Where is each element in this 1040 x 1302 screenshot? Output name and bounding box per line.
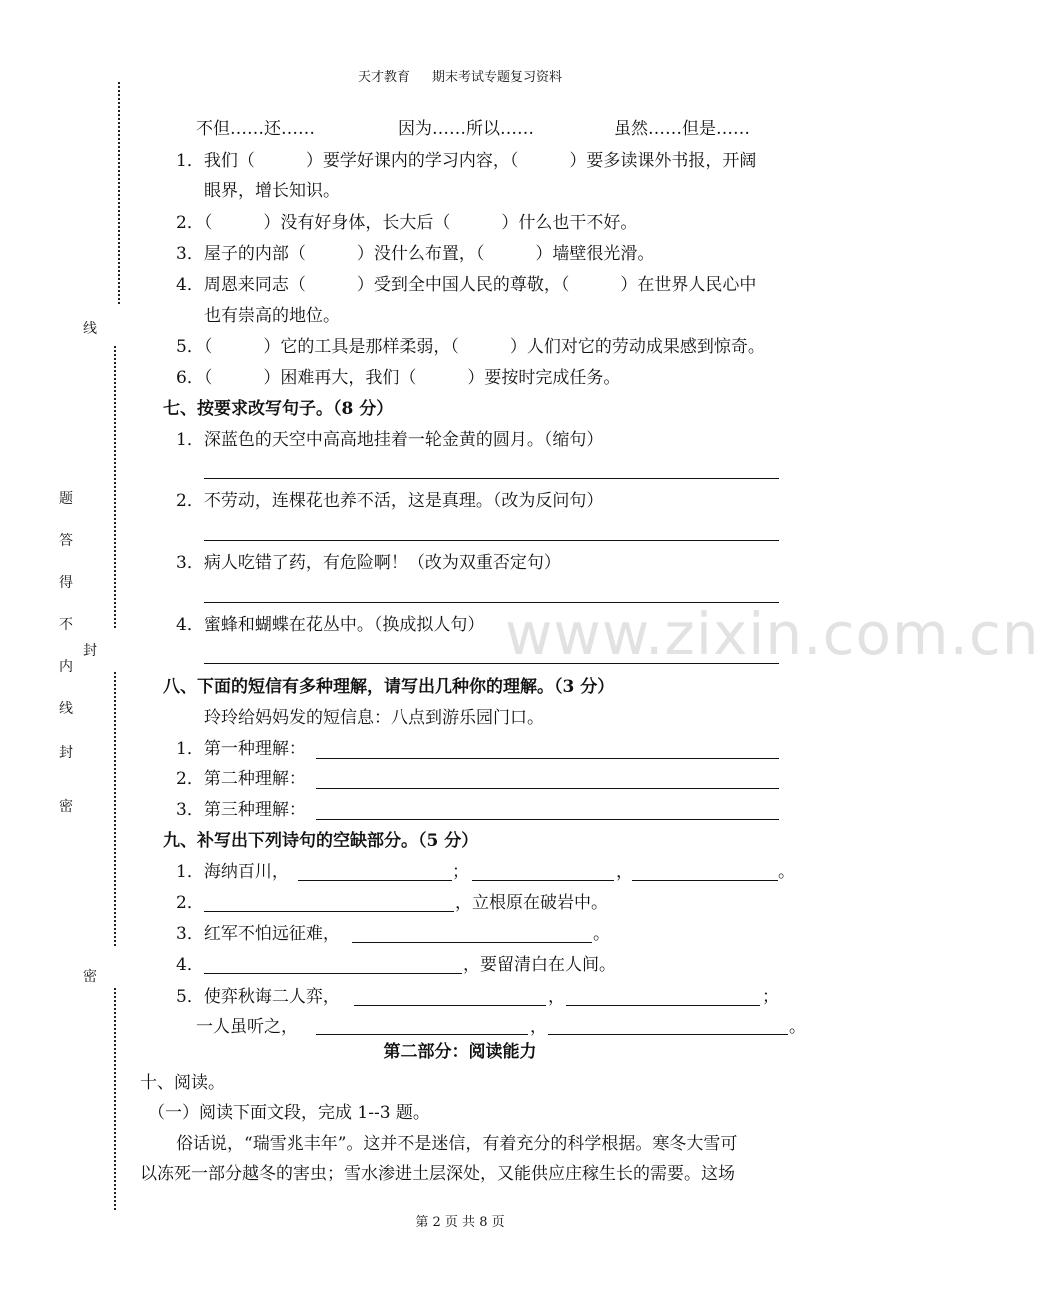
question-text: 一人虽听之， [196, 1017, 298, 1037]
answer-line[interactable] [632, 880, 778, 881]
question-text: 4． [176, 955, 204, 975]
page-number: 第 2 页 共 8 页 [415, 1215, 505, 1230]
section-title: 九、补写出下列诗句的空缺部分。（5 分） [163, 831, 479, 851]
margin-char: 得 [59, 575, 73, 591]
question-text: 4．周恩来同志（ ）受到全中国人民的尊敬，（ ）在世界人民心中 [176, 275, 757, 295]
margin-char: 密 [59, 799, 73, 815]
margin-char: 封 [83, 643, 97, 659]
question-text: 3．病人吃错了药，有危险啊！（改为双重否定句） [176, 553, 561, 573]
question-text: 2．不劳动，连棵花也养不活，这是真理。（改为反问句） [176, 491, 604, 511]
question-text: 5．（ ）它的工具是那样柔弱，（ ）人们对它的劳动成果感到惊奇。 [176, 337, 765, 357]
margin-char: 题 [59, 491, 73, 507]
question-text: 3．第三种理解： [176, 800, 306, 820]
answer-line[interactable] [204, 478, 779, 479]
reading-paragraph-line: 以冻死一部分越冬的害虫；雪水渗进土层深处，又能供应庄稼生长的需要。这场 [140, 1164, 735, 1184]
question-text: 3．红军不怕远征难， [176, 924, 340, 944]
punctuation: ， [616, 862, 633, 882]
conjunction-option: 不但……还…… [196, 119, 315, 139]
question-text: ，立根原在破岩中。 [455, 893, 608, 913]
question-text: 1．深蓝色的天空中高高地挂着一轮金黄的圆月。（缩句） [176, 430, 604, 450]
question-text: 4．蜜蜂和蝴蝶在花丛中。（换成拟人句） [176, 615, 485, 635]
answer-line[interactable] [566, 1005, 760, 1006]
question-text: 6．（ ）困难再大，我们（ ）要按时完成任务。 [176, 368, 621, 388]
answer-line[interactable] [316, 788, 779, 789]
margin-char: 线 [83, 321, 97, 337]
sub-instruction: （一）阅读下面文段，完成 1--3 题。 [148, 1103, 430, 1123]
question-text: 也有崇高的地位。 [204, 306, 340, 326]
punctuation: ， [548, 987, 565, 1007]
section-title: 八、下面的短信有多种理解，请写出几种你的理解。（3 分） [163, 677, 615, 697]
conjunction-option: 因为……所以…… [398, 119, 534, 139]
margin-char: 线 [59, 701, 73, 717]
seal-dotted-line [114, 988, 116, 1210]
punctuation: ， [530, 1017, 547, 1037]
punctuation: 。 [778, 862, 795, 882]
answer-line[interactable] [316, 819, 779, 820]
punctuation: ； [762, 987, 779, 1007]
answer-line[interactable] [204, 540, 779, 541]
answer-line[interactable] [316, 1034, 528, 1035]
punctuation: 。 [593, 924, 610, 944]
margin-char: 密 [83, 969, 97, 985]
answer-line[interactable] [472, 880, 614, 881]
answer-line[interactable] [352, 942, 592, 943]
answer-line[interactable] [204, 663, 779, 664]
answer-line[interactable] [204, 973, 462, 974]
punctuation: 。 [789, 1017, 806, 1037]
watermark: www.zixin.com.cn [505, 600, 1040, 668]
answer-line[interactable] [316, 758, 779, 759]
reading-paragraph-line: 俗话说，“瑞雪兆丰年”。这并不是迷信，有着充分的科学根据。寒冬大雪可 [176, 1134, 738, 1154]
question-text: 1．海纳百川， [176, 862, 289, 882]
header-org: 天才教育 [357, 70, 410, 85]
seal-dotted-line [114, 672, 116, 946]
question-text: 2．第二种理解： [176, 769, 306, 789]
margin-char: 内 [59, 659, 73, 675]
question-text: 1．我们（ ）要学好课内的学习内容，（ ）要多读课外书报，开阔 [176, 151, 757, 171]
seal-dotted-line [114, 346, 116, 628]
question-text: 2．（ ）没有好身体，长大后（ ）什么也干不好。 [176, 213, 638, 233]
section-title: 七、按要求改写句子。（8 分） [163, 399, 394, 419]
question-text: 1．第一种理解： [176, 739, 306, 759]
question-text: 2． [176, 893, 204, 913]
answer-line[interactable] [204, 911, 454, 912]
conjunction-option: 虽然……但是…… [614, 119, 750, 139]
answer-line[interactable] [548, 1034, 788, 1035]
question-text: ，要留清白在人间。 [463, 955, 616, 975]
margin-char: 答 [59, 533, 73, 549]
section-title: 十、阅读。 [140, 1073, 225, 1093]
page-header [0, 66, 920, 85]
answer-line[interactable] [354, 1005, 546, 1006]
punctuation: ； [452, 862, 469, 882]
question-text: 3．屋子的内部（ ）没什么布置，（ ）墙壁很光滑。 [176, 244, 655, 264]
question-text: 5．使弈秋诲二人弈， [176, 987, 340, 1007]
sms-message: 玲玲给妈妈发的短信息：八点到游乐园门口。 [204, 708, 544, 728]
question-text: 眼界，增长知识。 [204, 181, 340, 201]
margin-char: 不 [59, 617, 73, 633]
answer-line[interactable] [298, 880, 452, 881]
answer-line[interactable] [204, 602, 779, 603]
header-title: 期末考试专题复习资料 [432, 70, 563, 85]
margin-char: 封 [59, 745, 73, 761]
seal-dotted-line [118, 82, 120, 304]
part-title: 第二部分：阅读能力 [383, 1042, 537, 1062]
